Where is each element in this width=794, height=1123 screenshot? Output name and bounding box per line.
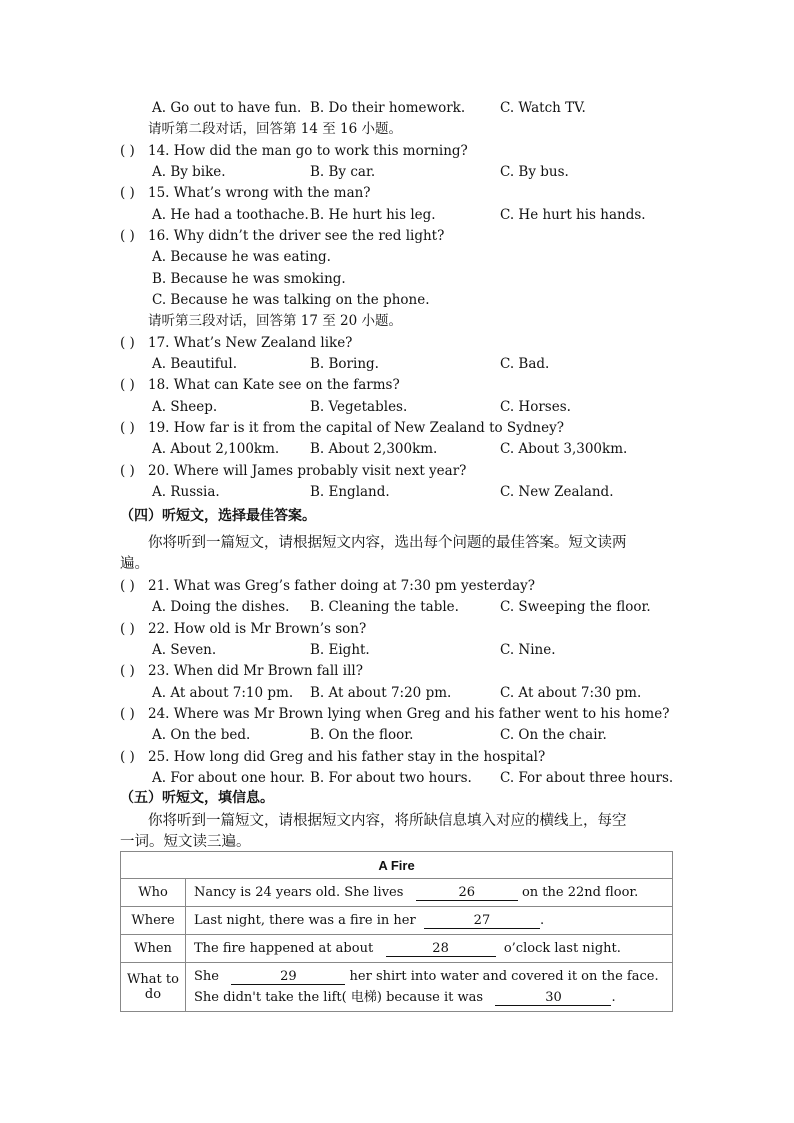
- q14-question: 14. How did the man go to work this morning?: [148, 143, 468, 159]
- q24-option-b: B. On the floor.: [310, 727, 414, 743]
- q25-option-a: A. For about one hour.: [152, 770, 305, 786]
- q21-question: 21. What was Greg’s father doing at 7:30 pm yesterday?: [148, 578, 535, 594]
- q16-question: 16. Why didn’t the driver see the red light?: [148, 228, 445, 244]
- q15-option-c: C. He hurt his hands.: [500, 207, 646, 223]
- q19-option-a: A. About 2,100km.: [152, 441, 280, 457]
- q23-option-b: B. At about 7:20 pm.: [310, 685, 452, 701]
- q17-answer-blank: ( ): [120, 335, 135, 351]
- row-label-where: Where: [121, 907, 186, 935]
- q14-answer-blank: ( ): [120, 143, 135, 159]
- table-row: [121, 935, 673, 963]
- section5-heading: （五）听短文，填信息。: [120, 790, 274, 806]
- row-text: .: [539, 912, 545, 928]
- section5-instruction: 你将听到一篇短文，请根据短文内容，将所缺信息填入对应的横线上，每空: [148, 813, 627, 829]
- q20-option-c: C. New Zealand.: [500, 484, 614, 500]
- q18-option-a: A. Sheep.: [152, 399, 218, 415]
- row-content-where: [186, 907, 673, 935]
- row-text: her shirt into water and covered it on the face.: [349, 969, 659, 984]
- q13-option-a: A. Go out to have fun.: [152, 100, 302, 116]
- row-content-who: [186, 879, 673, 907]
- q24-question: 24. Where was Mr Brown lying when Greg and his father went to his home?: [148, 706, 670, 722]
- q25-answer-blank: ( ): [120, 749, 135, 765]
- table-row: [121, 907, 673, 935]
- q22-option-b: B. Eight.: [310, 642, 370, 658]
- q22-question: 22. How old is Mr Brown’s son?: [148, 621, 367, 637]
- q25-option-c: C. For about three hours.: [500, 770, 674, 786]
- q25-question: 25. How long did Greg and his father stay in the hospital?: [148, 749, 546, 765]
- q19-answer-blank: ( ): [120, 420, 135, 436]
- dialogue3-instruction: 请听第三段对话，回答第 17 至 20 小题。: [148, 313, 403, 329]
- q16-option-a: A. Because he was eating.: [152, 249, 331, 265]
- q13-option-b: B. Do their homework.: [310, 100, 466, 116]
- row-text: Nancy is 24 years old. She lives: [194, 884, 404, 900]
- q24-option-c: C. On the chair.: [500, 727, 607, 743]
- row-content-when: [186, 935, 673, 963]
- q22-answer-blank: ( ): [120, 621, 135, 637]
- q16-answer-blank: ( ): [120, 228, 135, 244]
- q23-option-c: C. At about 7:30 pm.: [500, 685, 642, 701]
- q14-option-b: B. By car.: [310, 164, 376, 180]
- section4-instruction-cont: 遍。: [120, 556, 149, 572]
- dialogue2-instruction: 请听第二段对话，回答第 14 至 16 小题。: [148, 121, 403, 137]
- row-text: The fire happened at about: [194, 940, 374, 956]
- q24-option-a: A. On the bed.: [152, 727, 251, 743]
- q17-option-c: C. Bad.: [500, 356, 550, 372]
- q22-option-a: A. Seven.: [152, 642, 217, 658]
- section4-instruction: 你将听到一篇短文，请根据短文内容，选出每个问题的最佳答案。短文读两: [148, 535, 627, 551]
- q15-answer-blank: ( ): [120, 185, 135, 201]
- q21-option-a: A. Doing the dishes.: [152, 599, 290, 615]
- q19-question: 19. How far is it from the capital of New Zealand to Sydney?: [148, 420, 564, 436]
- q14-option-a: A. By bike.: [152, 164, 226, 180]
- q18-answer-blank: ( ): [120, 377, 135, 393]
- fire-info-table: [120, 851, 673, 1012]
- q15-option-a: A. He had a toothache.: [152, 207, 309, 223]
- row-label-who: Who: [121, 879, 186, 907]
- table-row: [121, 879, 673, 907]
- q21-option-c: C. Sweeping the floor.: [500, 599, 651, 615]
- row-text: She: [194, 969, 219, 984]
- blank-27[interactable]: 27: [424, 913, 540, 929]
- q21-option-b: B. Cleaning the table.: [310, 599, 459, 615]
- blank-30[interactable]: 30: [495, 990, 611, 1006]
- section4-heading: （四）听短文，选择最佳答案。: [120, 508, 316, 524]
- q20-answer-blank: ( ): [120, 463, 135, 479]
- q15-question: 15. What’s wrong with the man?: [148, 185, 371, 201]
- q23-question: 23. When did Mr Brown fall ill?: [148, 663, 363, 679]
- q23-answer-blank: ( ): [120, 663, 135, 679]
- row-label-when: When: [121, 935, 186, 963]
- q19-option-b: B. About 2,300km.: [310, 441, 438, 457]
- blank-26[interactable]: 26: [416, 885, 518, 901]
- table-title: A Fire: [121, 852, 673, 879]
- q13-option-c: C. Watch TV.: [500, 100, 586, 116]
- row-text: She didn't take the lift( 电梯) because it was: [194, 990, 484, 1005]
- q21-answer-blank: ( ): [120, 578, 135, 594]
- row-text: .: [611, 990, 616, 1005]
- row-text: Last night, there was a fire in her: [194, 912, 416, 928]
- table-row: [121, 963, 673, 1012]
- blank-29[interactable]: 29: [231, 969, 345, 985]
- section5-instruction-cont: 一词。短文读三遍。: [120, 834, 251, 850]
- q16-option-c: C. Because he was talking on the phone.: [152, 292, 430, 308]
- row-content-what-to-do: [186, 963, 673, 1012]
- q23-option-a: A. At about 7:10 pm.: [152, 685, 294, 701]
- q16-option-b: B. Because he was smoking.: [152, 271, 346, 287]
- row-text: o’clock last night.: [503, 940, 621, 956]
- q24-answer-blank: ( ): [120, 706, 135, 722]
- q19-option-c: C. About 3,300km.: [500, 441, 628, 457]
- q17-question: 17. What’s New Zealand like?: [148, 335, 353, 351]
- row-text: on the 22nd floor.: [521, 884, 639, 900]
- q25-option-b: B. For about two hours.: [310, 770, 472, 786]
- q17-option-b: B. Boring.: [310, 356, 379, 372]
- q17-option-a: A. Beautiful.: [152, 356, 238, 372]
- q15-option-b: B. He hurt his leg.: [310, 207, 436, 223]
- q18-option-b: B. Vegetables.: [310, 399, 408, 415]
- q20-option-b: B. England.: [310, 484, 390, 500]
- q22-option-c: C. Nine.: [500, 642, 556, 658]
- row-label-what-to-do: What to do: [121, 963, 186, 1012]
- q18-option-c: C. Horses.: [500, 399, 571, 415]
- q18-question: 18. What can Kate see on the farms?: [148, 377, 400, 393]
- blank-28[interactable]: 28: [386, 941, 496, 957]
- q20-question: 20. Where will James probably visit next year?: [148, 463, 467, 479]
- q14-option-c: C. By bus.: [500, 164, 569, 180]
- q20-option-a: A. Russia.: [152, 484, 220, 500]
